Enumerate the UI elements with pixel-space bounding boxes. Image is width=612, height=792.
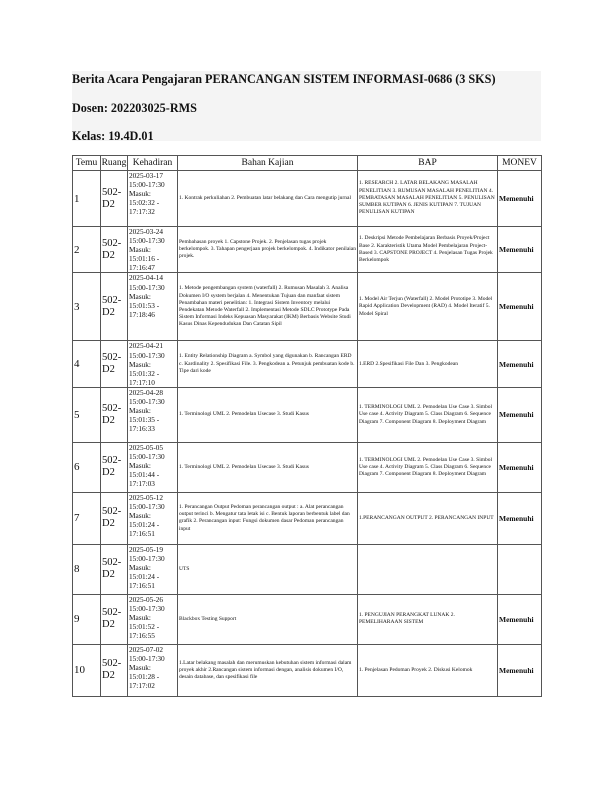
column-header-monev: MONEV xyxy=(498,156,542,171)
monev-status: Memenuhi xyxy=(498,387,542,442)
monev-status xyxy=(498,544,542,594)
attendance-schedule: 15:00-17:30 xyxy=(129,397,165,407)
attendance-date: 2025-04-21 xyxy=(129,341,164,351)
table-row xyxy=(73,273,542,341)
attendance-schedule: 15:00-17:30 xyxy=(129,180,165,190)
column-header-attendance: Kehadiran xyxy=(128,156,178,171)
room-code: 502-D2 xyxy=(101,492,128,544)
monev-status: Memenuhi xyxy=(498,594,542,644)
meeting-number: 4 xyxy=(73,341,101,387)
attendance-date: 2025-03-17 xyxy=(129,171,164,180)
bap-notes: 1. RESEARCH 2. LATAR BELAKANG MASALAH PENELITIAN 3. RUMUSAN MASALAH PENELITIAN 4. PEMBATASAN MASALAH PENELITIAN 5. PENULISAN SUMBER KUTIPAN 6. JENIS KUTIPAN 7. TUJUAN PENULISAN KUTIPAN xyxy=(358,171,498,227)
room-code: 502-D2 xyxy=(101,544,128,594)
attendance-in-label: Masuk: xyxy=(129,663,151,673)
attendance-date: 2025-04-28 xyxy=(129,387,164,397)
study-material: 1. Terminologi UML 2. Pemodelan Usecase 3. Studi Kasus xyxy=(178,387,358,442)
monev-status: Memenuhi xyxy=(498,273,542,341)
attendance-in-time: 15:01:24 - xyxy=(129,572,160,582)
bap-notes: 1.PERANCANGAN OUTPUT 2. PERANCANGAN INPUT xyxy=(358,492,498,544)
table-row xyxy=(73,644,542,696)
monev-status: Memenuhi xyxy=(498,171,542,227)
column-header-bap: BAP xyxy=(358,156,498,171)
table-row xyxy=(73,341,542,387)
room-code: 502-D2 xyxy=(101,594,128,644)
attendance-in-time: 15:01:44 - xyxy=(129,470,160,480)
attendance-in-label: Masuk: xyxy=(129,291,151,301)
attendance-in-time: 15:01:52 - xyxy=(129,622,160,632)
attendance-in-time: 15:01:16 - xyxy=(129,254,160,264)
attendance-cell xyxy=(128,644,178,696)
attendance-schedule: 15:00-17:30 xyxy=(129,654,165,664)
attendance-cell xyxy=(128,273,178,341)
meeting-number: 8 xyxy=(73,544,101,594)
class-label: Kelas: 19.4D.01 xyxy=(72,129,154,143)
attendance-in-time: 15:01:32 - xyxy=(129,368,160,378)
attendance-cell xyxy=(128,171,178,227)
attendance-date: 2025-05-12 xyxy=(129,492,164,502)
attendance-cell xyxy=(128,227,178,273)
lecturer-label: Dosen: 202203025-RMS xyxy=(72,101,197,115)
monev-status: Memenuhi xyxy=(498,644,542,696)
attendance-out-time: 17:17:10 xyxy=(129,377,155,387)
study-material: Pembahasan proyek 1. Capstone Projek. 2. Penjelasan tugas projek berkelompok. 3. Tahapan pengerjaan projek berkelompok. 4. Indikator penilaian projek. xyxy=(178,227,358,273)
table-row xyxy=(73,171,542,227)
column-header-room: Ruang xyxy=(101,156,128,171)
attendance-in-label: Masuk: xyxy=(129,461,151,471)
document-title: Berita Acara Pengajaran PERANCANGAN SISTEM INFORMASI-0686 (3 SKS) xyxy=(72,72,496,86)
attendance-out-time: 17:16:47 xyxy=(129,263,155,273)
attendance-date: 2025-04-14 xyxy=(129,273,164,283)
attendance-date: 2025-05-26 xyxy=(129,594,164,604)
monev-status: Memenuhi xyxy=(498,227,542,273)
room-code: 502-D2 xyxy=(101,227,128,273)
meeting-number: 3 xyxy=(73,273,101,341)
study-material: 1. Kontrak perkuliahan 2. Pembuatan latar belakang dan Cara mengutip jurnal xyxy=(178,171,358,227)
attendance-date: 2025-03-24 xyxy=(129,227,164,236)
column-header-meeting: Temu xyxy=(73,156,101,171)
attendance-schedule: 15:00-17:30 xyxy=(129,282,165,292)
study-material: Blackbox Testing Support xyxy=(178,594,358,644)
attendance-out-time: 17:16:55 xyxy=(129,631,155,641)
room-code: 502-D2 xyxy=(101,341,128,387)
attendance-in-label: Masuk: xyxy=(129,359,151,369)
room-code: 502-D2 xyxy=(101,387,128,442)
table-row xyxy=(73,227,542,273)
table-header-row xyxy=(73,156,542,171)
teaching-record-table xyxy=(72,155,542,697)
room-code: 502-D2 xyxy=(101,171,128,227)
attendance-cell xyxy=(128,492,178,544)
study-material: 1. Entity Relationship Diagram a. Symbol yang digunakan b. Rancangan ERD c. Kardinality 2. Spesifikasi File. 3. Pengkodean a. Petunjuk pembuatan kode b. Tipe dari kode xyxy=(178,341,358,387)
attendance-schedule: 15:00-17:30 xyxy=(129,554,165,564)
room-code: 502-D2 xyxy=(101,442,128,492)
attendance-date: 2025-07-02 xyxy=(129,644,164,654)
attendance-schedule: 15:00-17:30 xyxy=(129,502,165,512)
study-material: UTS xyxy=(178,544,358,594)
attendance-schedule: 15:00-17:30 xyxy=(129,236,165,246)
bap-notes: 1. Penjelasan Pedoman Proyek 2. Diskusi Kelomok xyxy=(358,644,498,696)
study-material: 1. Metode pengembangan system (waterfall) 2. Rumusan Masalah 3. Analisa Dokumen I/O system berjalan 4. Menentukan Tujuan dan manfaat sistem Penambahan materi penelitian: 1. Integrasi Sistem Inventory melalui Pendekatan Metode Waterfall 2. Implementasi Metode SDLC Prototype Pada Sistem Informasi Indeks Kepuasan Masyarakat (IKM) Berbasis Website Studi Kasus Dinas Kependudukan Dan Catatan Sipil xyxy=(178,273,358,341)
bap-notes xyxy=(358,544,498,594)
bap-notes: 1.ERD 2.Spesifikasi File Dan 3. Pengkodean xyxy=(358,341,498,387)
attendance-in-time: 15:01:28 - xyxy=(129,672,160,682)
meeting-number: 7 xyxy=(73,492,101,544)
attendance-date: 2025-05-19 xyxy=(129,544,164,554)
attendance-in-label: Masuk: xyxy=(129,511,151,521)
attendance-out-time: 17:17:02 xyxy=(129,681,155,691)
attendance-cell xyxy=(128,387,178,442)
attendance-out-time: 17:16:51 xyxy=(129,581,155,591)
attendance-in-label: Masuk: xyxy=(129,189,151,199)
attendance-in-time: 15:01:53 - xyxy=(129,300,160,310)
column-header-study-material: Bahan Kajian xyxy=(178,156,358,171)
table-row xyxy=(73,387,542,442)
monev-status: Memenuhi xyxy=(498,341,542,387)
meeting-number: 9 xyxy=(73,594,101,644)
table-row xyxy=(73,442,542,492)
attendance-out-time: 17:16:51 xyxy=(129,529,155,539)
attendance-in-time: 15:02:32 - xyxy=(129,198,160,208)
room-code: 502-D2 xyxy=(101,273,128,341)
attendance-in-label: Masuk: xyxy=(129,563,151,573)
meeting-number: 5 xyxy=(73,387,101,442)
attendance-in-label: Masuk: xyxy=(129,613,151,623)
attendance-cell xyxy=(128,544,178,594)
attendance-out-time: 17:17:03 xyxy=(129,479,155,489)
attendance-out-time: 17:17:32 xyxy=(129,207,155,217)
attendance-in-time: 15:01:35 - xyxy=(129,415,160,425)
room-code: 502-D2 xyxy=(101,644,128,696)
attendance-in-time: 15:01:24 - xyxy=(129,520,160,530)
meeting-number: 2 xyxy=(73,227,101,273)
attendance-cell xyxy=(128,341,178,387)
attendance-date: 2025-05-05 xyxy=(129,442,164,452)
bap-notes: 1. TERMINOLOGI UML 2. Pemodelan Use Case 3. Simbol Use case 4. Activity Diagram 5. Class Diagram 6. Sequence Diagram 7. Component Diagram 8. Deployment Diagram xyxy=(358,442,498,492)
bap-notes: 1. TERMINOLOGI UML 2. Pemodelan Use Case 3. Simbol Use case 4. Activity Diagram 5. Class Diagram 6. Sequence Diagram 7. Component Diagram 8. Deployment Diagram xyxy=(358,387,498,442)
bap-notes: 1. PENGUJIAN PERANGKAT LUNAK 2. PEMELIHARAAN SISTEM xyxy=(358,594,498,644)
attendance-schedule: 15:00-17:30 xyxy=(129,604,165,614)
monev-status: Memenuhi xyxy=(498,492,542,544)
table-row xyxy=(73,544,542,594)
bap-notes: 1. Deskripsi Metode Pembelajaran Berbasis Proyek/Project Base 2. Karakteristik Utama Model Pembelajaran Project- Based 3. CAPSTONE PROJECT 4. Penjelasan Tugas Projek Berkelompok xyxy=(358,227,498,273)
meeting-number: 10 xyxy=(73,644,101,696)
monev-status: Memenuhi xyxy=(498,442,542,492)
meeting-number: 6 xyxy=(73,442,101,492)
study-material: 1. Terminologi UML 2. Pemodelan Usecase 3. Studi Kasus xyxy=(178,442,358,492)
attendance-schedule: 15:00-17:30 xyxy=(129,350,165,360)
attendance-schedule: 15:00-17:30 xyxy=(129,452,165,462)
table-row xyxy=(73,594,542,644)
bap-notes: 1. Model Air Terjun (Waterfall) 2. Model Prototipe 3. Model Rapid Application Development (RAD) 4. Model Iteratif 5. Model Spiral xyxy=(358,273,498,341)
attendance-in-label: Masuk: xyxy=(129,245,151,255)
table-row xyxy=(73,492,542,544)
attendance-out-time: 17:18:46 xyxy=(129,309,155,319)
attendance-cell xyxy=(128,442,178,492)
study-material: 1.Latar belakang masalah dan merumuskan kebutuhan sistem informasi dalam proyek akhir 2.Rancangan sistem informasi dengan, analisis dokumen I/O, desain database, dan spesifikasi file xyxy=(178,644,358,696)
attendance-in-label: Masuk: xyxy=(129,406,151,416)
study-material: 1. Perancangan Output Pedoman perancangan output : a. Alat perancangan output terinci b. Mengatur tata letak isi c. Bentuk laporan berbentuk label dan grafik 2. Perancangan input: Fungsi dokumen dasar Pedoman perancangan input xyxy=(178,492,358,544)
attendance-cell xyxy=(128,594,178,644)
attendance-out-time: 17:16:33 xyxy=(129,424,155,434)
meeting-number: 1 xyxy=(73,171,101,227)
